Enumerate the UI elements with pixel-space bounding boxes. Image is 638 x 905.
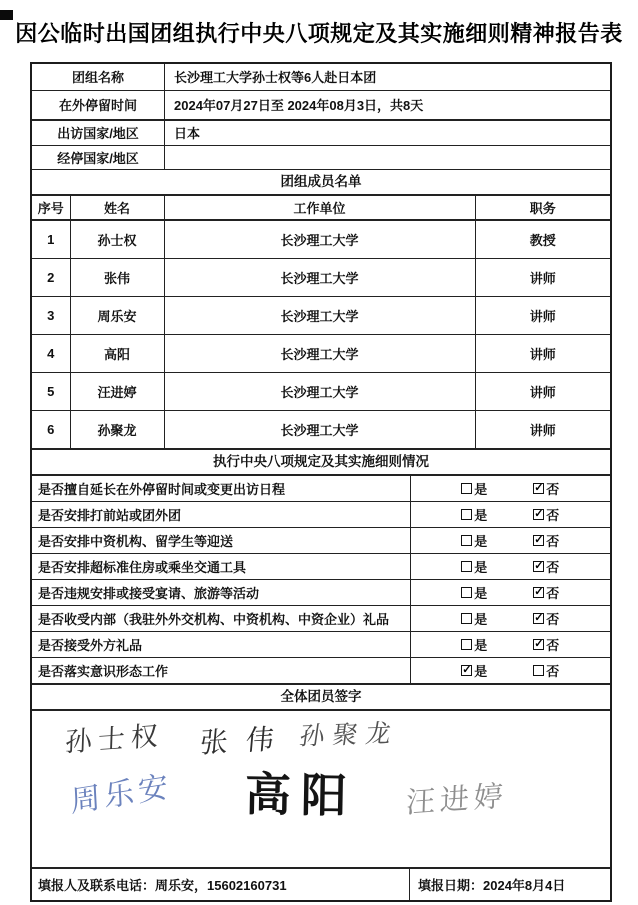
no-option	[533, 557, 559, 576]
info-row	[32, 145, 610, 169]
yes-label: 是	[474, 585, 488, 601]
yes-checkbox-icon	[461, 483, 472, 494]
yes-checkbox-icon	[461, 613, 472, 624]
member-no: 2	[32, 258, 70, 296]
compliance-section-header: 执行中央八项规定及其实施细则情况	[32, 450, 610, 476]
no-checkbox-icon	[533, 665, 544, 676]
date-value: 2024年8月4日	[483, 877, 566, 893]
answer-cell	[411, 635, 611, 654]
member-name: 张伟	[70, 258, 164, 296]
yes-label: 是	[474, 637, 488, 653]
compliance-question: 是否安排中资机构、留学生等迎送	[32, 527, 410, 553]
no-option	[533, 505, 559, 524]
no-label: 否	[546, 585, 560, 601]
info-row	[32, 64, 610, 90]
compliance-table	[32, 476, 610, 685]
no-label: 否	[546, 663, 560, 679]
answer-cell	[411, 531, 611, 550]
compliance-question: 是否安排打前站或团外团	[32, 501, 410, 527]
member-unit: 长沙理工大学	[164, 220, 475, 259]
yes-label: 是	[474, 481, 488, 497]
answer-cell	[411, 583, 611, 602]
member-name: 孙聚龙	[70, 410, 164, 449]
report-table	[30, 62, 612, 902]
member-unit: 长沙理工大学	[164, 372, 475, 410]
no-option	[533, 583, 559, 602]
members-header-row	[32, 196, 610, 220]
contact-cell	[32, 869, 410, 900]
members-section-header: 团组成员名单	[32, 170, 610, 196]
no-checkbox-icon: ✓	[534, 637, 544, 650]
compliance-question: 是否安排超标准住房或乘坐交通工具	[32, 553, 410, 579]
compliance-question: 是否接受外方礼品	[32, 631, 410, 657]
column-header-unit: 工作单位	[164, 196, 475, 220]
footer-row	[32, 869, 610, 900]
compliance-row	[32, 579, 610, 605]
no-checkbox-icon: ✓	[534, 559, 544, 572]
yes-checkbox-icon	[461, 639, 472, 650]
contact-value: 周乐安，15602160731	[155, 877, 287, 893]
member-row	[32, 372, 610, 410]
info-label: 经停国家/地区	[32, 145, 165, 169]
info-row	[32, 90, 610, 120]
no-label: 否	[546, 507, 560, 523]
compliance-row	[32, 527, 610, 553]
yes-checkbox-icon	[461, 587, 472, 598]
no-option	[533, 661, 559, 680]
member-position: 讲师	[475, 410, 610, 449]
yes-checkbox-icon	[461, 535, 472, 546]
member-no: 4	[32, 334, 70, 372]
yes-option	[461, 505, 487, 524]
no-label: 否	[546, 637, 560, 653]
yes-option	[461, 635, 487, 654]
compliance-row	[32, 605, 610, 631]
contact-label: 填报人及联系电话：	[38, 877, 156, 893]
member-no: 3	[32, 296, 70, 334]
compliance-row	[32, 553, 610, 579]
yes-option	[461, 609, 487, 628]
yes-option	[461, 531, 487, 550]
yes-label: 是	[474, 611, 488, 627]
no-option	[533, 635, 559, 654]
answer-cell	[411, 479, 611, 498]
no-checkbox-icon: ✓	[534, 507, 544, 520]
answer-cell	[411, 505, 611, 524]
no-checkbox-icon: ✓	[534, 481, 544, 494]
compliance-row	[32, 631, 610, 657]
no-label: 否	[546, 533, 560, 549]
member-unit: 长沙理工大学	[164, 258, 475, 296]
member-name: 高阳	[70, 334, 164, 372]
date-cell	[410, 869, 610, 900]
member-row	[32, 220, 610, 259]
no-checkbox-icon: ✓	[534, 611, 544, 624]
no-option	[533, 531, 559, 550]
column-header-no: 序号	[32, 196, 70, 220]
member-name: 孙士权	[70, 220, 164, 259]
yes-option	[461, 479, 487, 498]
answer-cell	[411, 609, 611, 628]
page-title: 因公临时出国团组执行中央八项规定及其实施细则精神报告表	[15, 21, 623, 46]
compliance-question: 是否落实意识形态工作	[32, 657, 410, 684]
column-header-position: 职务	[475, 196, 610, 220]
member-signature: 孙聚龙	[297, 717, 401, 751]
signature-area	[32, 711, 610, 869]
date-label: 填报日期：	[418, 877, 484, 893]
member-signature: 张伟	[198, 721, 294, 760]
member-row	[32, 258, 610, 296]
yes-label: 是	[474, 507, 488, 523]
yes-checkbox-icon: ✓	[462, 663, 472, 676]
member-signature: 高阳	[244, 766, 358, 823]
yes-label: 是	[474, 559, 488, 575]
member-no: 5	[32, 372, 70, 410]
column-header-name: 姓名	[70, 196, 164, 220]
compliance-row	[32, 657, 610, 684]
info-row	[32, 120, 610, 145]
member-no: 6	[32, 410, 70, 449]
info-label: 在外停留时间	[32, 90, 165, 120]
signatures-section-header: 全体团员签字	[32, 685, 610, 711]
answer-cell	[411, 557, 611, 576]
member-position: 讲师	[475, 296, 610, 334]
member-signature: 周乐安	[69, 768, 173, 820]
no-label: 否	[546, 611, 560, 627]
no-option	[533, 609, 559, 628]
no-option	[533, 479, 559, 498]
compliance-row	[32, 501, 610, 527]
yes-checkbox-icon	[461, 561, 472, 572]
no-label: 否	[546, 481, 560, 497]
member-position: 讲师	[475, 372, 610, 410]
no-checkbox-icon: ✓	[534, 533, 544, 546]
yes-label: 是	[474, 663, 488, 679]
info-value	[165, 145, 611, 169]
info-value: 2024年07月27日至 2024年08月3日，共8天	[165, 90, 611, 120]
member-name: 周乐安	[70, 296, 164, 334]
member-row	[32, 410, 610, 449]
member-signature: 汪进婷	[405, 777, 509, 820]
no-label: 否	[546, 559, 560, 575]
info-value: 日本	[165, 120, 611, 145]
member-unit: 长沙理工大学	[164, 296, 475, 334]
member-position: 讲师	[475, 334, 610, 372]
member-row	[32, 334, 610, 372]
yes-label: 是	[474, 533, 488, 549]
info-label: 团组名称	[32, 64, 165, 90]
member-unit: 长沙理工大学	[164, 410, 475, 449]
answer-cell	[411, 661, 611, 680]
member-position: 教授	[475, 220, 610, 259]
member-position: 讲师	[475, 258, 610, 296]
member-unit: 长沙理工大学	[164, 334, 475, 372]
no-checkbox-icon: ✓	[534, 585, 544, 598]
member-row	[32, 296, 610, 334]
yes-option	[461, 661, 487, 680]
members-table	[32, 196, 610, 450]
yes-option	[461, 583, 487, 602]
member-no: 1	[32, 220, 70, 259]
yes-option	[461, 557, 487, 576]
info-value: 长沙理工大学孙士权等6人赴日本团	[165, 64, 611, 90]
compliance-question: 是否收受内部（我驻外外交机构、中资机构、中资企业）礼品	[32, 605, 410, 631]
yes-checkbox-icon	[461, 509, 472, 520]
info-label: 出访国家/地区	[32, 120, 165, 145]
member-signature: 孙士权	[64, 719, 165, 759]
compliance-row	[32, 476, 610, 502]
member-name: 汪进婷	[70, 372, 164, 410]
compliance-question: 是否擅自延长在外停留时间或变更出访日程	[32, 476, 410, 502]
info-table	[32, 64, 610, 170]
compliance-question: 是否违规安排或接受宴请、旅游等活动	[32, 579, 410, 605]
